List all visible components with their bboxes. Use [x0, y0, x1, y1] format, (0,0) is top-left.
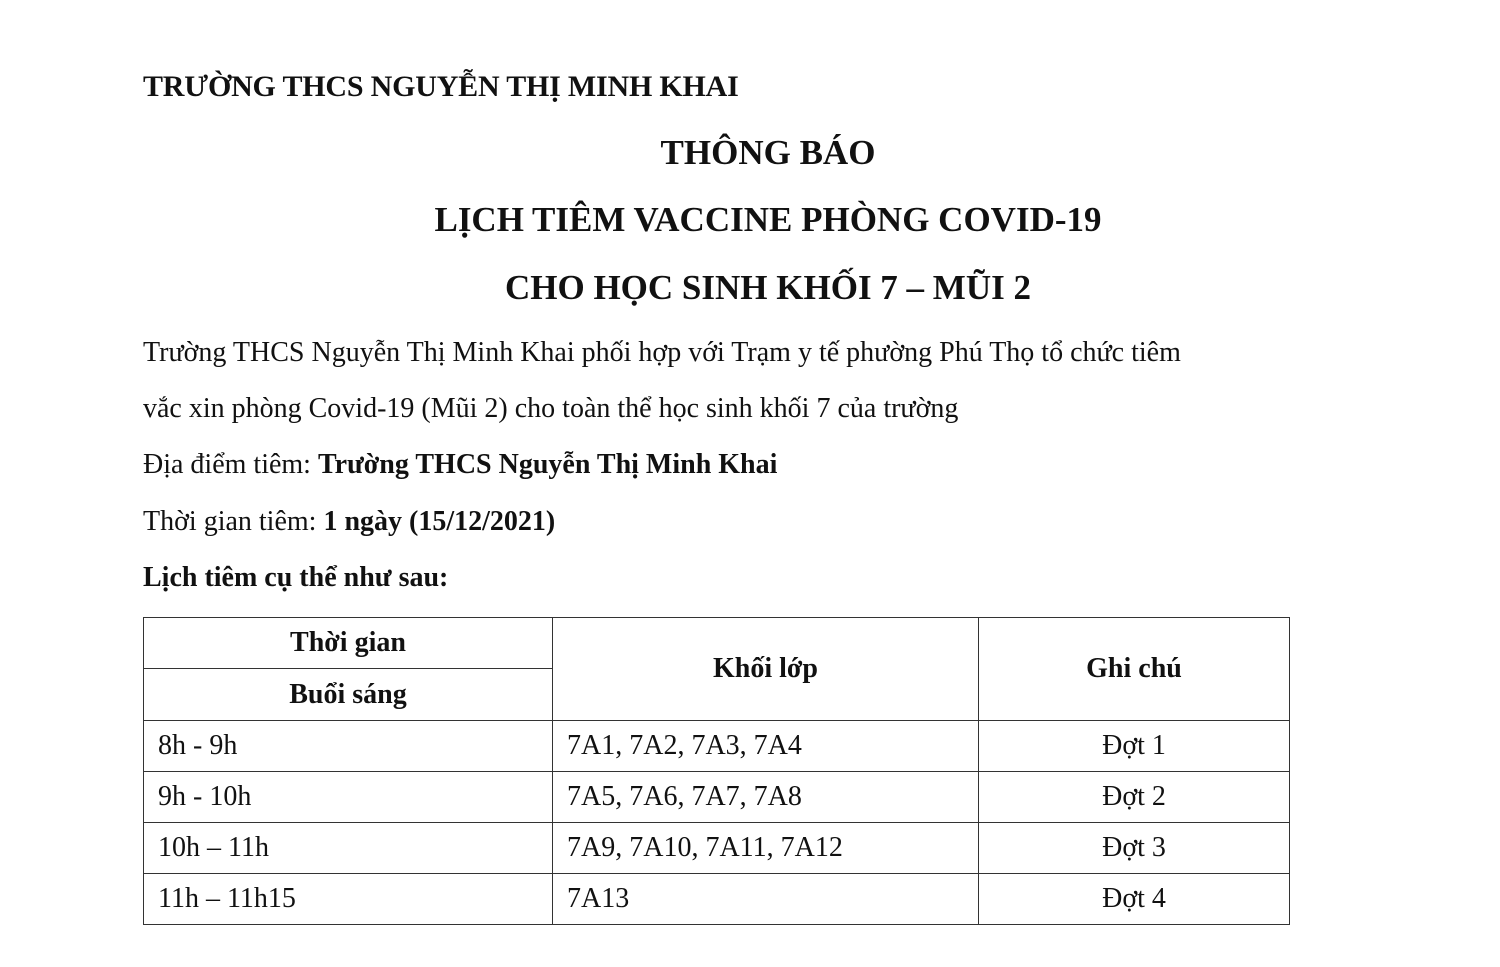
table-row [144, 721, 1290, 772]
location-label: Địa điểm tiêm: [143, 449, 318, 480]
table-header-row [144, 618, 1290, 669]
cell-note: Đợt 4 [979, 874, 1290, 925]
school-name: TRƯỜNG THCS NGUYỄN THỊ MINH KHAI [143, 70, 739, 103]
intro-line-2: vắc xin phòng Covid-19 (Mũi 2) cho toàn thể học sinh khối 7 của trường [143, 393, 959, 424]
cell-time: 11h – 11h15 [144, 874, 553, 925]
cell-classes: 7A1, 7A2, 7A3, 7A4 [553, 721, 979, 772]
cell-note: Đợt 2 [979, 772, 1290, 823]
notice-title: THÔNG BÁO [660, 133, 876, 172]
schedule-table [143, 617, 1290, 925]
target-group-title: CHO HỌC SINH KHỐI 7 – MŨI 2 [504, 268, 1031, 307]
time-line [143, 506, 555, 538]
header-time: Thời gian [144, 618, 553, 669]
time-label: Thời gian tiêm: [143, 506, 324, 537]
table-row [144, 874, 1290, 925]
cell-note: Đợt 1 [979, 721, 1290, 772]
table-row [144, 772, 1290, 823]
intro-line-1: Trường THCS Nguyễn Thị Minh Khai phối hợp với Trạm y tế phường Phú Thọ tổ chức tiêm [143, 337, 1181, 368]
cell-classes: 7A5, 7A6, 7A7, 7A8 [553, 772, 979, 823]
cell-time: 10h – 11h [144, 823, 553, 874]
header-note: Ghi chú [979, 618, 1290, 721]
cell-note: Đợt 3 [979, 823, 1290, 874]
cell-time: 9h - 10h [144, 772, 553, 823]
cell-classes: 7A13 [553, 874, 979, 925]
cell-classes: 7A9, 7A10, 7A11, 7A12 [553, 823, 979, 874]
time-value: 1 ngày (15/12/2021) [323, 506, 556, 537]
table-row [144, 823, 1290, 874]
schedule-title: LỊCH TIÊM VACCINE PHÒNG COVID-19 [434, 200, 1102, 239]
header-classes: Khối lớp [553, 618, 979, 721]
cell-time: 8h - 9h [144, 721, 553, 772]
header-session: Buổi sáng [144, 669, 553, 721]
schedule-heading: Lịch tiêm cụ thể như sau: [143, 562, 449, 593]
location-value: Trường THCS Nguyễn Thị Minh Khai [317, 449, 778, 480]
location-line [143, 449, 777, 481]
